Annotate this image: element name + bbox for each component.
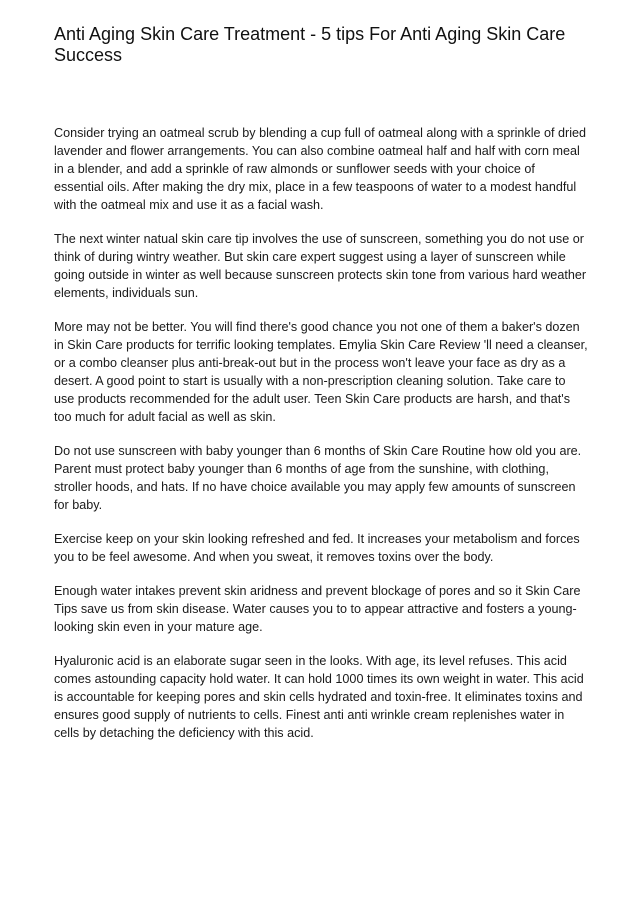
- document-title: Anti Aging Skin Care Treatment - 5 tips For Anti Aging Skin Care Success: [54, 24, 566, 65]
- paragraph: Hyaluronic acid is an elaborate sugar seen in the looks. With age, its level refuses. This acid comes astounding capacity hold water. It can hold 1000 times its own weight in water. This acid is accountable for keeping pores and skin cells hydrated and toxin-free. It eliminates toxins and ensures good supply of nutrients to cells. Finest anti anti wrinkle cream replenishes water in cells by detaching the deficiency with this acid.: [54, 654, 584, 740]
- paragraph: Exercise keep on your skin looking refreshed and fed. It increases your metabolism and forces you to be feel awesome. And when you sweat, it removes toxins over the body.: [54, 532, 580, 564]
- paragraph: More may not be better. You will find there's good chance you not one of them a baker's dozen in Skin Care products for terrific looking templates. Emylia Skin Care Review 'll need a cleanser, or a combo cleanser plus anti-break-out but in the process won't leave your face as dry as a desert. A good point to start is usually with a non-prescription cleaning solution. Take care to use products recommended for the adult user. Teen Skin Care products are harsh, and that's too much for adult facial as well as skin.: [54, 320, 588, 424]
- document-body: [54, 124, 588, 758]
- paragraph: Enough water intakes prevent skin aridness and prevent blockage of pores and so it Skin Care Tips save us from skin disease. Water causes you to to appear attractive and fosters a young-looking skin even in your mature age.: [54, 584, 581, 634]
- paragraph: The next winter natual skin care tip involves the use of sunscreen, something you do not use or think of during wintry weather. But skin care expert suggest using a layer of sunscreen while going outside in winter as well because sunscreen protects skin tone from various hard weather elements, individuals sun.: [54, 232, 587, 300]
- paragraph: Do not use sunscreen with baby younger than 6 months of Skin Care Routine how old you are. Parent must protect baby younger than 6 months of age from the sunshine, with clothing, stroller hoods, and hats. If no have choice available you may apply few amounts of sunscreen for baby.: [54, 444, 582, 512]
- paragraph: Consider trying an oatmeal scrub by blending a cup full of oatmeal along with a sprinkle of dried lavender and flower arrangements. You can also combine oatmeal half and half with corn meal in a blender, and add a sprinkle of raw almonds or sunflower seeds with your choice of essential oils. After making the dry mix, place in a few teaspoons of water to a modest handful with the oatmeal mix and use it as a facial wash.: [54, 126, 587, 212]
